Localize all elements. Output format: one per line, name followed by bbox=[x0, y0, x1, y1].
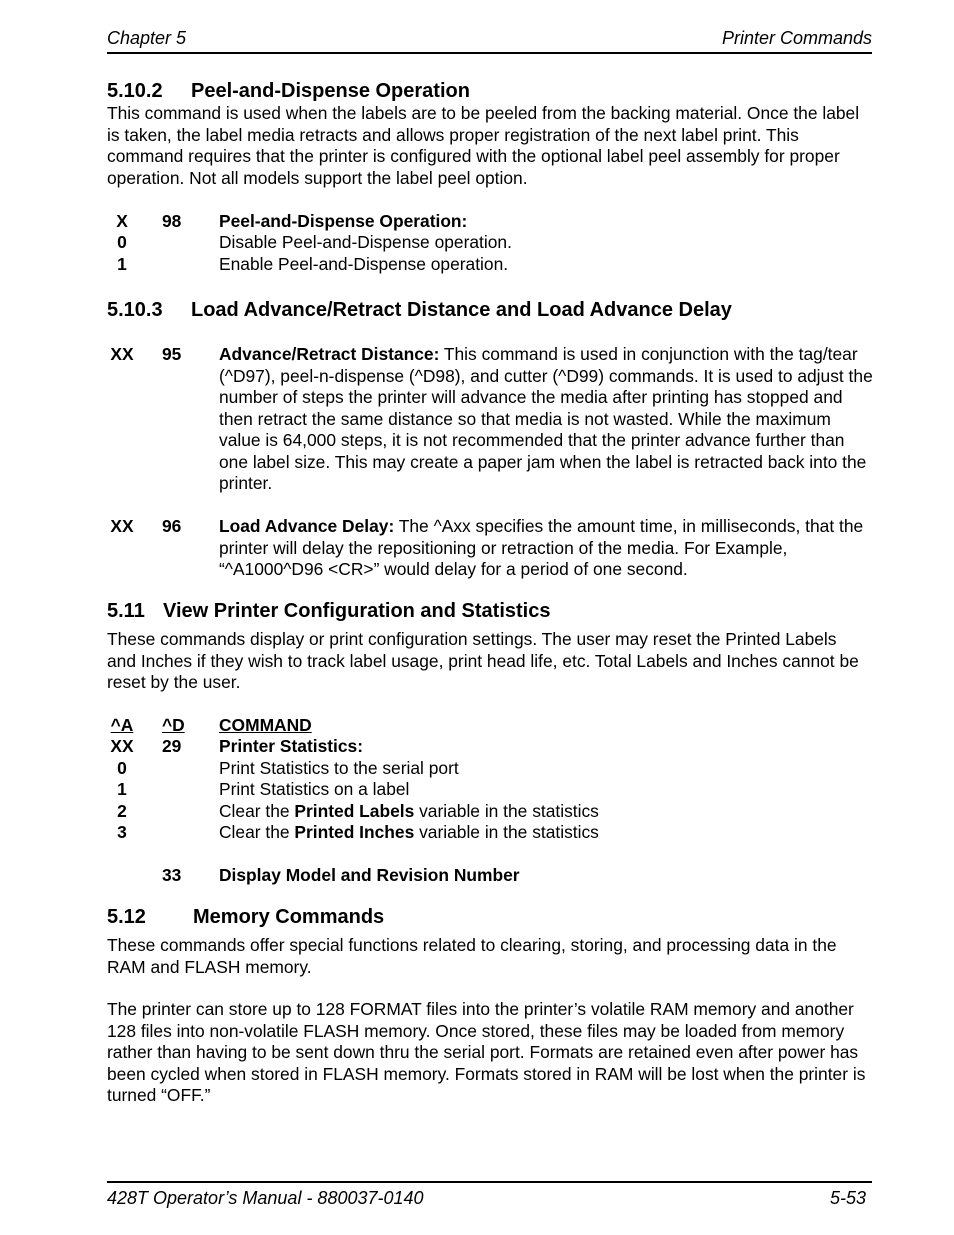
command-text: The ^Axx specifies the amount time, in milliseconds, that the printer will delay the repositioning or retraction of the media. For Example, “^A1000^D96 <CR>” would delay for a period of one second. bbox=[219, 516, 864, 579]
section-title: Memory Commands bbox=[193, 906, 385, 928]
command-description bbox=[219, 344, 874, 495]
option-text-bold: Printed Labels bbox=[294, 801, 415, 821]
option-value: 0 bbox=[117, 232, 127, 252]
option-text: Print Statistics on a label bbox=[219, 779, 410, 799]
paragraph-memory-intro: These commands offer special functions related to clearing, storing, and processing data in the RAM and FLASH memory. bbox=[107, 935, 837, 977]
option-value: 3 bbox=[117, 822, 127, 842]
section-number: 5.10.3 bbox=[107, 299, 163, 321]
heading-5-10-2 bbox=[107, 79, 470, 103]
option-text-suffix: variable in the statistics bbox=[414, 822, 599, 842]
command-row bbox=[107, 736, 872, 758]
option-row bbox=[107, 758, 872, 780]
command-row bbox=[107, 232, 872, 254]
command-name: Peel-and-Dispense Operation: bbox=[219, 211, 468, 231]
chapter-label: Chapter 5 bbox=[107, 28, 187, 48]
section-number: 5.12 bbox=[107, 906, 146, 928]
option-text-suffix: variable in the statistics bbox=[414, 801, 599, 821]
page-number: 5-53 bbox=[829, 1188, 866, 1208]
section-title: Peel-and-Dispense Operation bbox=[191, 80, 470, 102]
manual-title: 428T Operator’s Manual - 880037-0140 bbox=[107, 1188, 424, 1208]
option-text: Print Statistics to the serial port bbox=[219, 758, 459, 778]
caret-d-value: 29 bbox=[162, 736, 182, 756]
command-row bbox=[107, 254, 872, 276]
command-header: COMMAND bbox=[219, 715, 312, 735]
section-title: View Printer Configuration and Statistics bbox=[163, 600, 551, 622]
option-row bbox=[107, 779, 872, 801]
page-footer bbox=[107, 1181, 872, 1213]
caret-a-value: XX bbox=[110, 344, 134, 364]
caret-d-value: 98 bbox=[162, 211, 182, 231]
command-name: Printer Statistics: bbox=[219, 736, 363, 756]
option-value: 1 bbox=[117, 779, 127, 799]
option-text-prefix: Clear the bbox=[219, 822, 295, 842]
option-text: Enable Peel-and-Dispense operation. bbox=[219, 254, 509, 274]
document-page bbox=[107, 0, 872, 1235]
command-row bbox=[107, 865, 872, 887]
caret-a-header: ^A bbox=[110, 715, 134, 735]
command-name: Advance/Retract Distance: bbox=[219, 344, 440, 364]
option-value: 1 bbox=[117, 254, 127, 274]
page-header bbox=[107, 27, 872, 54]
option-text: Disable Peel-and-Dispense operation. bbox=[219, 232, 512, 252]
paragraph-config-intro: These commands display or print configuration settings. The user may reset the Printed Labels and Inches if they wish to track label usage, print head life, etc. Total Labels and Inches cannot be reset by the user. bbox=[107, 629, 859, 692]
paragraph-peel-intro: This command is used when the labels are to be peeled from the backing material. Once the label is taken, the label media retracts and allows proper registration of the next label print. This command requires that the printer is configured with the optional label peel assembly for proper operation. Not all models support the label peel option. bbox=[107, 103, 860, 188]
option-row bbox=[107, 801, 872, 823]
option-value: 2 bbox=[117, 801, 127, 821]
section-label: Printer Commands bbox=[721, 28, 872, 48]
caret-a-value: XX bbox=[110, 516, 134, 536]
section-number: 5.11 bbox=[107, 600, 145, 622]
option-text bbox=[219, 801, 874, 823]
command-description bbox=[219, 516, 874, 581]
section-title: Load Advance/Retract Distance and Load Advance Delay bbox=[191, 299, 732, 321]
column-header-row bbox=[107, 715, 872, 737]
caret-d-value: 96 bbox=[162, 516, 182, 536]
option-text bbox=[219, 822, 874, 844]
caret-d-value: 33 bbox=[162, 865, 182, 885]
command-text: This command is used in conjunction with the tag/tear (^D97), peel-n-dispense (^D98), and cutter (^D99) commands. It is used to adjust the number of steps the printer will advance the media after printing has stopped and then retract the same distance so that media is not wasted. While the maximum value is 64,000 steps, it is not recommended that the printer advance further than one label size. This may create a paper jam when the label is retracted back into the printer. bbox=[219, 344, 873, 493]
command-name: Display Model and Revision Number bbox=[219, 865, 520, 885]
command-row bbox=[107, 211, 872, 233]
option-row bbox=[107, 822, 872, 844]
caret-d-header: ^D bbox=[162, 715, 185, 735]
heading-5-11 bbox=[107, 599, 550, 623]
option-value: 0 bbox=[117, 758, 127, 778]
paragraph-memory-storage: The printer can store up to 128 FORMAT files into the printer’s volatile RAM memory and another 128 files into non-volatile FLASH memory. Once stored, these files may be loaded from memory rather than having to be sent down thru the serial port. Formats are retained even after power has been cycled when stored in FLASH memory. Formats stored in RAM will be lost when the printer is turned “OFF.” bbox=[107, 999, 866, 1105]
caret-d-value: 95 bbox=[162, 344, 182, 364]
option-text-prefix: Clear the bbox=[219, 801, 295, 821]
heading-5-10-3 bbox=[107, 298, 732, 322]
heading-5-12 bbox=[107, 905, 384, 929]
command-name: Load Advance Delay: bbox=[219, 516, 395, 536]
caret-a-value: X bbox=[116, 211, 128, 231]
caret-a-value: XX bbox=[110, 736, 134, 756]
section-number: 5.10.2 bbox=[107, 80, 163, 102]
option-text-bold: Printed Inches bbox=[294, 822, 415, 842]
